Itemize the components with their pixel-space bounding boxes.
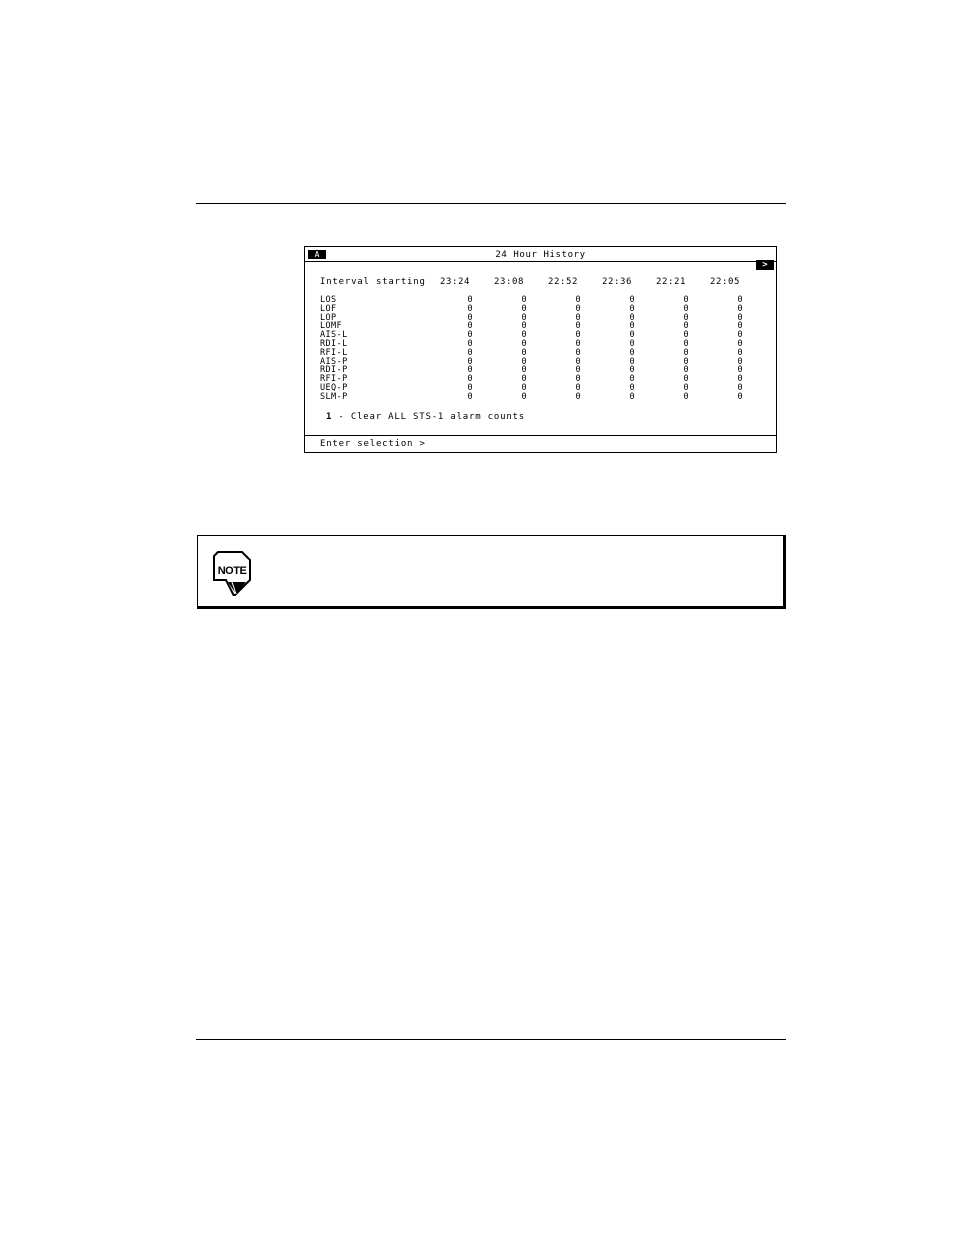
alarm-count-cell: 0 [521,374,527,385]
alarm-count-cell: 0 [683,338,689,349]
alarm-count-cell: 0 [521,382,527,393]
alarm-count-cell: 0 [683,374,689,385]
alarm-count-cell: 0 [683,347,689,358]
terminal-title: 24 Hour History [495,250,586,260]
alarm-count-cell: 0 [629,330,635,341]
alarm-count-cell: 0 [575,330,581,341]
alarm-count-cell: 0 [737,321,743,332]
alarm-count-cell: 0 [575,312,581,323]
alarm-count-cell: 0 [737,391,743,402]
alarm-count-cell: 0 [737,330,743,341]
terminal-header-divider [305,261,776,262]
alarm-count-cell: 0 [683,382,689,393]
alarm-row [320,375,760,384]
alarm-count-table [320,296,760,402]
alarm-count-cell: 0 [575,365,581,376]
alarm-count-cell: 0 [575,382,581,393]
alarm-count-cell: 0 [737,295,743,305]
alarm-name: LOF [320,303,337,314]
alarm-count-cell: 0 [737,347,743,358]
alarm-row [320,393,760,402]
alarm-count-cell: 0 [521,356,527,367]
alarm-name: AIS-L [320,330,348,341]
alarm-count-cell: 0 [629,374,635,385]
interval-column-header: 22:05 [709,277,741,287]
alarm-name: UEQ-P [320,382,348,393]
alarm-count-cell: 0 [629,295,635,305]
alarm-count-cell: 0 [575,391,581,402]
note-icon-label: NOTE [217,565,247,577]
alarm-count-cell: 0 [521,330,527,341]
alarm-count-cell: 0 [629,391,635,402]
alarm-row [320,314,760,323]
alarm-count-cell: 0 [683,330,689,341]
alarm-row [320,305,760,314]
alarm-count-cell: 0 [521,365,527,376]
alarm-count-cell: 0 [521,347,527,358]
alarm-count-cell: 0 [467,391,473,402]
menu-option-text: - Clear ALL STS-1 alarm counts [332,412,525,422]
alarm-count-cell: 0 [521,391,527,402]
menu-option-clear-alarms[interactable] [326,413,525,422]
interval-column-header: 23:24 [439,277,471,287]
alarm-count-cell: 0 [467,374,473,385]
alarm-count-cell: 0 [629,321,635,332]
alarm-row [320,322,760,331]
alarm-count-cell: 0 [737,303,743,314]
alarm-count-cell: 0 [737,374,743,385]
alarm-count-cell: 0 [521,295,527,305]
alarm-row [320,358,760,367]
alarm-count-cell: 0 [629,338,635,349]
alarm-count-cell: 0 [737,365,743,376]
alarm-name: RFI-P [320,374,348,385]
terminal-screen [304,246,777,453]
alarm-count-cell: 0 [575,303,581,314]
alarm-count-cell: 0 [629,365,635,376]
alarm-name: RDI-P [320,365,348,376]
terminal-header [305,247,776,261]
alarm-row [320,296,760,305]
interval-column-header: 22:52 [547,277,579,287]
alarm-count-cell: 0 [467,321,473,332]
alarm-count-cell: 0 [575,356,581,367]
alarm-name: LOS [320,295,337,305]
alarm-count-cell: 0 [683,356,689,367]
terminal-footer-divider [305,435,776,436]
alarm-count-cell: 0 [575,321,581,332]
alarm-count-cell: 0 [683,365,689,376]
alarm-row [320,331,760,340]
alarm-count-cell: 0 [467,347,473,358]
page-header-rule [196,203,786,204]
alarm-name: RDI-L [320,338,348,349]
interval-column-header: 22:21 [655,277,687,287]
alarm-count-cell: 0 [521,338,527,349]
alarm-count-cell: 0 [629,312,635,323]
alarm-count-cell: 0 [521,303,527,314]
alarm-count-cell: 0 [575,295,581,305]
alarm-count-cell: 0 [467,365,473,376]
terminal-corner-badge: A [308,250,326,259]
alarm-count-cell: 0 [521,321,527,332]
alarm-count-cell: 0 [737,312,743,323]
alarm-count-cell: 0 [467,303,473,314]
alarm-count-cell: 0 [575,374,581,385]
alarm-row [320,384,760,393]
page-footer-rule [196,1039,786,1040]
alarm-count-cell: 0 [467,295,473,305]
interval-starting-label: Interval starting [320,277,426,287]
alarm-count-cell: 0 [737,338,743,349]
interval-column-header: 22:36 [601,277,633,287]
alarm-count-cell: 0 [737,356,743,367]
alarm-count-cell: 0 [683,391,689,402]
alarm-count-cell: 0 [467,382,473,393]
alarm-count-cell: 0 [575,347,581,358]
alarm-row [320,366,760,375]
selection-prompt[interactable]: Enter selection > [320,439,426,449]
alarm-count-cell: 0 [467,312,473,323]
alarm-count-cell: 0 [575,338,581,349]
alarm-count-cell: 0 [683,312,689,323]
alarm-count-cell: 0 [683,321,689,332]
alarm-count-cell: 0 [467,356,473,367]
alarm-name: AIS-P [320,356,348,367]
alarm-name: LOP [320,312,337,323]
alarm-name: SLM-P [320,391,348,402]
menu-option-number: 1 [326,412,333,422]
alarm-name: RFI-L [320,347,348,358]
alarm-name: LOMF [320,321,343,332]
alarm-row [320,340,760,349]
alarm-count-cell: 0 [683,303,689,314]
alarm-row [320,349,760,358]
note-pencil-icon [210,550,256,596]
alarm-count-cell: 0 [629,356,635,367]
alarm-count-cell: 0 [629,303,635,314]
alarm-count-cell: 0 [467,330,473,341]
alarm-count-cell: 0 [629,347,635,358]
alarm-count-cell: 0 [629,382,635,393]
alarm-count-cell: 0 [737,382,743,393]
alarm-count-cell: 0 [467,338,473,349]
alarm-count-cell: 0 [521,312,527,323]
note-box [197,535,786,609]
interval-column-header: 23:08 [493,277,525,287]
alarm-count-cell: 0 [683,295,689,305]
next-page-arrow[interactable]: > [756,260,774,270]
